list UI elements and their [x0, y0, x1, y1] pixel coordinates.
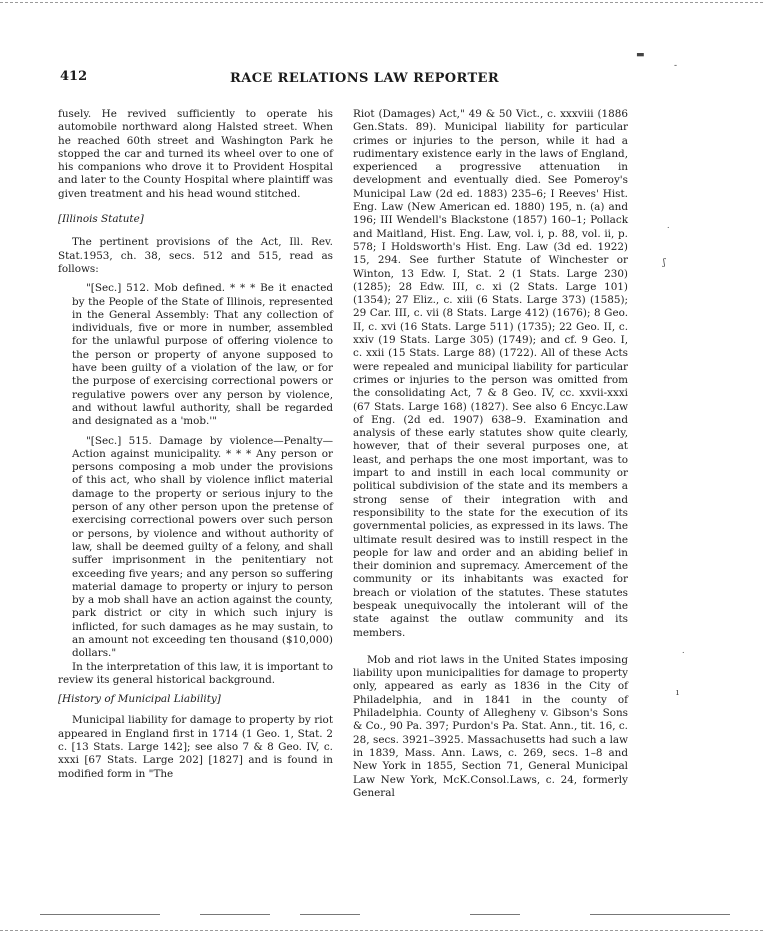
statute-section-512: "[Sec.] 512. Mob defined. * * * Be it enacted by the People of the State of Illinois, represented in the General Assembly: That any collection of individuals, five or more in number, assembled for the unlawful purpose of offering violence to the person or property of anyone supposed to have been guilty of a violation of the law, or for the purpose of exercising correctional powers or regulative powers over any person by violence, and without lawful authority, shall be regarded and designated as a 'mob.'"	[72, 282, 333, 428]
scan-speck: ˙	[666, 227, 671, 237]
scan-bottom-edge	[0, 930, 763, 931]
heading-illinois-statute: [Illinois Statute]	[58, 213, 144, 226]
left-column	[58, 108, 333, 787]
scan-speck: ˙	[681, 652, 686, 662]
scan-speck: ▬	[636, 50, 645, 60]
statute-quotation	[72, 282, 333, 660]
paragraph-interpretation: In the interpretation of this law, it is important to review its general historical background.	[58, 660, 333, 686]
scan-speck: ʃ	[663, 258, 666, 268]
paragraph-riot-damages-history: Riot (Damages) Act," 49 & 50 Vict., c. xxxviii (1886 Gen.Stats. 89). Municipal liability for particular crimes or injuries to the person, while it had a rudimentary existence early in the laws of England, experienced a progressive attenuation in development and eventually died. See Pomeroy's Municipal Law (2d ed. 1883) 235–6; I Reeves' Hist. Eng. Law (New American ed. 1880) 195, n. (a) and 196; III Wendell's Blackstone (1857) 160–1; Pollack and Maitland, Hist. Eng. Law, vol. i, p. 88, vol. ii, p. 578; I Holdsworth's Hist. Eng. Law (3d ed. 1922) 15, 294. See further Statute of Winchester or Winton, 13 Edw. I, Stat. 2 (1 Stats. Large 230) (1285); 28 Edw. III, c. xi (2 Stats. Large 101) (1354); 27 Eliz., c. xiii (6 Stats. Large 373) (1585); 29 Car. III, c. vii (8 Stats. Large 412) (1676); 8 Geo. II, c. xvi (16 Stats. Large 511) (1735); 22 Geo. II, c. xxiv (19 Stats. Large 305) (1749); and cf. 9 Geo. I, c. xxii (15 Stats. Large 88) (1722). All of these Acts were repealed and municipal liability for particular crimes or injuries to the person was omitted from the consolidating Act, 7 & 8 Geo. IV, cc. xxvii-xxxi (67 Stats. Large 168) (1827). See also 6 Encyc.Law of Eng. (2d ed. 1907) 638–9. Examination and analysis of these early statutes show quite clearly, however, that of their several purposes one, at least, and perhaps the one most important, was to impart to and instill in each local community or political subdivision of the state and its members a strong sense of their integration with and responsibility to the state for the execution of its governmental policies, as expressed in its laws. The ultimate result desired was to instill respect in the people for law and order and an abiding belief in their dominion and supremacy. Amercement of the community or its inhabitants was exacted for breach or violation of the statutes. These statutes bespeak unequivocally the intolerant will of the state against the outlaw community and its members.	[353, 108, 628, 639]
paragraph-us-mob-riot-laws: Mob and riot laws in the United States imposing liability upon municipalities for damage to property only, appeared as early as 1836 in the City of Philadelphia, and in 1841 in the county of Philadelphia. County of Allegheny v. Gibson's Sons & Co., 90 Pa. 397; Purdon's Pa. Stat. Ann., tit. 16, c. 28, secs. 3921–3925. Massachusetts had such a law in 1839, Mass. Ann. Laws, c. 269, secs. 1–8 and New York in 1855, Section 71, General Municipal Law New York, McK.Consol.Laws, c. 24, formerly General	[353, 653, 628, 799]
paragraph-municipal-liability-england: Municipal liability for damage to property by riot appeared in England first in 1714 (1 Geo. 1, Stat. 2 c. [13 Stats. Large 142]; see also 7 & 8 Geo. IV, c. xxxi [67 Stats. Large 202] [1827] and is found in modified form in "The	[58, 714, 333, 780]
scan-speck: -	[674, 61, 678, 71]
paragraph-injury-account: fusely. He revived sufficiently to operate his automobile northward along Halsted street. When he reached 60th street and Washington Park he stopped the car and turned its wheel over to one of his companions who drove it to Provident Hospital and later to the County Hospital where plaintiff was given treatment and his head wound stitched.	[58, 108, 333, 200]
right-column	[353, 108, 628, 806]
scan-bottom-rule	[200, 914, 270, 915]
scan-bottom-rule	[300, 914, 360, 915]
statute-section-515: "[Sec.] 515. Damage by violence—Penalty—Action against municipality. * * * Any person or persons composing a mob under the provisions of this act, who shall by violence inflict material damage to the property or serious injury to the person of any other person upon the pretense of exercising correctional powers over such person or persons, by violence and without authority of law, shall be deemed guilty of a felony, and shall suffer imprisonment in the penitentiary not exceeding five years; and any person so suffering material damage to property or injury to person by a mob shall have an action against the county, park district or city in which such injury is inflicted, for such damages as he may sustain, to an amount not exceeding ten thousand ($10,000) dollars."	[72, 434, 333, 660]
scan-speck: ı	[676, 688, 679, 698]
scan-top-edge	[0, 2, 763, 3]
running-head: RACE RELATIONS LAW REPORTER	[230, 71, 500, 86]
scan-bottom-rule	[40, 914, 160, 915]
paragraph-statute-intro: The pertinent provisions of the Act, Ill. Rev. Stat.1953, ch. 38, secs. 512 and 515, read as follows:	[58, 236, 333, 275]
scan-bottom-rule	[590, 914, 730, 915]
page-number: 412	[60, 69, 88, 84]
scan-bottom-rule	[470, 914, 520, 915]
heading-history-municipal-liability: [History of Municipal Liability]	[58, 693, 221, 706]
